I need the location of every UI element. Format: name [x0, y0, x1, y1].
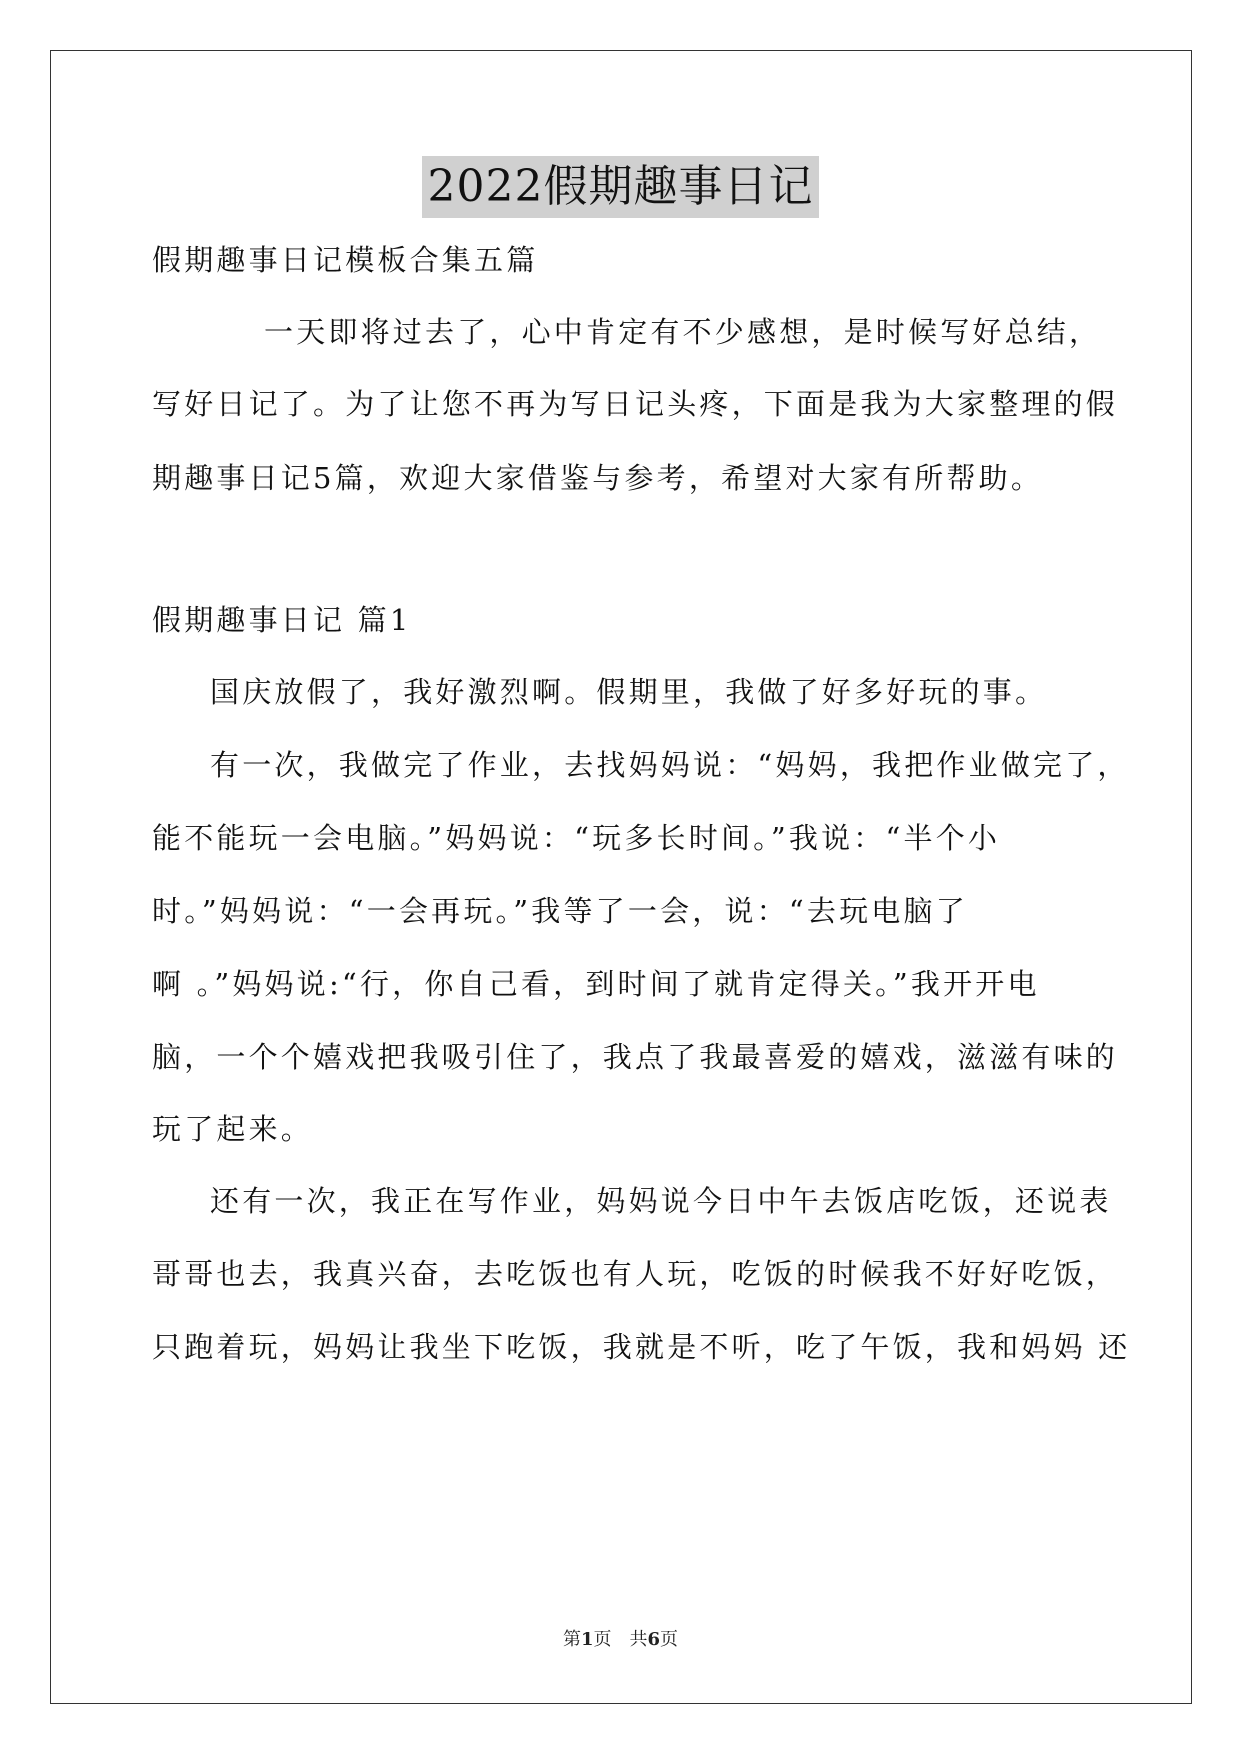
page-prefix: 第 [562, 1629, 581, 1650]
body-line: 还有一次，我正在写作业，妈妈说今日中午去饭店吃饭，还说表 [210, 1184, 1112, 1218]
intro-line: 写好日记了。为了让您不再为写日记头疼，下面是我为大家整理的假 [152, 387, 1119, 421]
subtitle: 假期趣事日记模板合集五篇 [152, 243, 539, 277]
document-title: 2022假期趣事日记 [422, 156, 820, 218]
body-line: 有一次，我做完了作业，去找妈妈说：“妈妈，我把作业做完了， [210, 748, 1130, 782]
body-line: 哥哥也去，我真兴奋，去吃饭也有人玩，吃饭的时候我不好好吃饭， [152, 1257, 1119, 1291]
page-total: 6 [647, 1629, 661, 1650]
body-line: 只跑着玩，妈妈让我坐下吃饭，我就是不听，吃了午饭，我和妈妈 还 [152, 1330, 1131, 1364]
body-line: 能不能玩一会电脑。”妈妈说：“玩多长时间。”我说：“半个小 [152, 821, 1001, 855]
page-current: 1 [580, 1629, 594, 1650]
page-border [50, 50, 1192, 1704]
body-line: 脑，一个个嬉戏把我吸引住了，我点了我最喜爱的嬉戏，滋滋有味的 [152, 1040, 1119, 1074]
body-line: 玩了起来。 [152, 1112, 314, 1146]
body-line: 时。”妈妈说：“一会再玩。”我等了一会，说：“去玩电脑了 [152, 894, 968, 928]
page-suffix: 页 [660, 1629, 679, 1650]
page-footer [0, 1628, 1241, 1652]
intro-line: 期趣事日记5篇，欢迎大家借鉴与参考，希望对大家有所帮助。 [152, 461, 1044, 495]
page-mid: 页 共 [593, 1629, 648, 1650]
body-line: 国庆放假了，我好激烈啊。假期里，我做了好多好玩的事。 [210, 675, 1048, 709]
title-wrap [0, 156, 1241, 218]
intro-line: 一天即将过去了，心中肯定有不少感想，是时候写好总结， [264, 315, 1102, 349]
body-line: 啊 。”妈妈说:“行，你自己看，到时间了就肯定得关。”我开开电 [152, 967, 1040, 1001]
section-heading: 假期趣事日记 篇1 [152, 603, 412, 637]
